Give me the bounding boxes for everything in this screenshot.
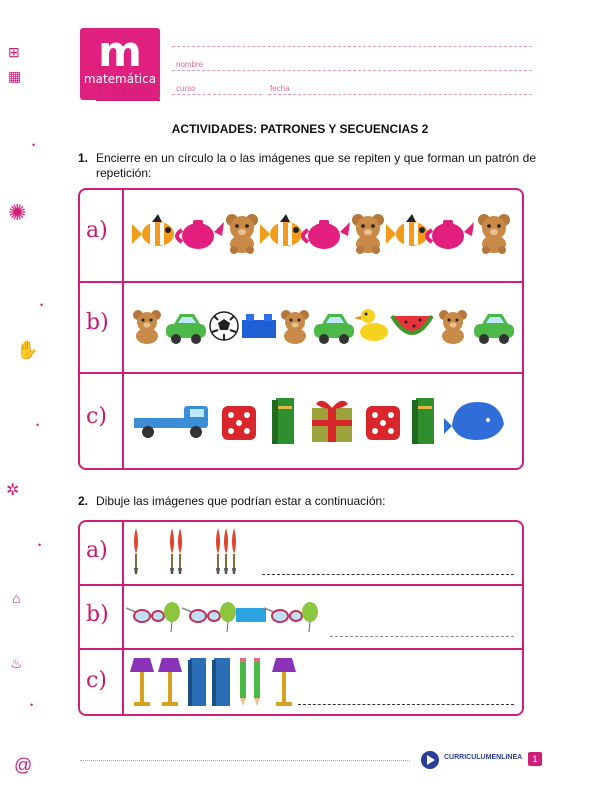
teddy-bear-icon	[352, 214, 384, 254]
lamp-icon	[158, 658, 182, 706]
bug-doodle-icon: ✲	[6, 482, 20, 499]
block-icon	[242, 314, 276, 338]
hand-doodle-icon: ✋	[16, 340, 39, 360]
question-1-row-a-label: a)	[86, 218, 108, 243]
gift-icon	[312, 401, 352, 442]
lamp-icon	[130, 658, 154, 706]
question-1-number: 1.	[78, 151, 89, 165]
fish-icon	[386, 214, 428, 246]
fish-icon	[132, 214, 174, 246]
question-1-text: Encierre en un círculo la o las imágenes que se repiten y que forman un patrón de repetición:	[96, 151, 536, 180]
balloon-icon	[302, 602, 318, 632]
dot-doodle-icon: •	[38, 540, 42, 550]
field-fecha-label: fecha	[270, 84, 290, 93]
question-2-row-b-images	[126, 600, 326, 634]
question-2-divider-vertical	[122, 522, 124, 714]
page-title: ACTIVIDADES: PATRONES Y SECUENCIAS 2	[171, 122, 429, 136]
book-icon	[412, 398, 434, 444]
question-2-number: 2.	[78, 494, 89, 508]
swirl-doodle-icon: @	[14, 755, 33, 775]
logo-letter: m	[98, 27, 142, 76]
dot-doodle-icon: •	[36, 420, 40, 430]
brand-name: CURRICULUMENLINEA	[444, 754, 523, 761]
question-2-row-a-label: a)	[86, 538, 108, 563]
chair-doodle-icon: ⌂	[12, 590, 21, 606]
teddy-bear-icon	[226, 214, 258, 254]
glasses-icon	[182, 608, 220, 622]
car-icon	[314, 314, 354, 344]
abacus-doodle-icon: ⊞	[8, 44, 20, 60]
dot-doodle-icon: •	[32, 140, 36, 150]
question-1-row-c-images	[128, 396, 518, 450]
question-2-text: Dibuje las imágenes que podrían estar a continuación:	[96, 494, 386, 508]
teddy-bear-icon	[133, 310, 161, 344]
grade-label: 1º básico	[96, 84, 152, 98]
teapot-icon	[303, 220, 350, 249]
glasses-icon	[126, 608, 164, 622]
pencil-icon	[254, 658, 260, 706]
question-1-row-b-images	[128, 306, 518, 346]
question-2-row-c-answer-line[interactable]	[298, 704, 514, 705]
question-2-divider-row-1	[80, 584, 522, 586]
question-1-divider-row-1	[80, 281, 522, 283]
logo-text: matemática	[83, 72, 157, 86]
field-fecha-line[interactable]	[268, 94, 532, 95]
wheel-doodle-icon: ✺	[8, 200, 27, 225]
balloon-icon	[220, 602, 236, 632]
field-curso-label: curso	[176, 84, 196, 93]
duck-icon	[354, 309, 388, 341]
question-2-row-a-answer-line[interactable]	[262, 574, 514, 575]
lamp-icon	[272, 658, 296, 706]
book-icon	[212, 658, 230, 706]
brush-3-icon	[224, 528, 228, 574]
fish-icon	[260, 214, 302, 246]
car-icon	[166, 314, 206, 344]
brush-2-icon	[170, 528, 174, 574]
vase-doodle-icon: ♨	[10, 655, 23, 671]
footer-dotted-line	[80, 760, 410, 761]
teddy-bear-icon	[281, 310, 309, 344]
teapot-icon	[177, 220, 224, 249]
question-1-row-c-label: c)	[86, 404, 107, 429]
question-2-row-b-answer-line[interactable]	[330, 636, 514, 637]
brush-3-icon	[232, 528, 236, 574]
header-line-top	[172, 46, 532, 47]
balloon-icon	[164, 602, 180, 632]
watermelon-icon	[392, 316, 432, 333]
question-1-row-a-images	[128, 212, 518, 256]
question-2-row-a-images	[128, 528, 258, 578]
question-2-row-c-label: c)	[86, 668, 107, 693]
field-curso-line[interactable]	[172, 94, 262, 95]
brand-logo-icon	[420, 750, 440, 770]
page-number: 1	[528, 752, 542, 766]
grade-underline	[96, 99, 160, 101]
truck-icon	[134, 406, 208, 438]
brush-3-icon	[216, 528, 220, 574]
question-1-row-b-label: b)	[86, 310, 109, 335]
question-2-row-c-images	[128, 656, 298, 708]
book-icon	[188, 658, 206, 706]
car-icon	[474, 314, 514, 344]
rectangle-icon	[236, 608, 266, 622]
question-2-row-b-label: b)	[86, 602, 109, 627]
teddy-bear-icon	[478, 214, 510, 254]
brush-2-icon	[178, 528, 182, 574]
dot-doodle-icon: •	[30, 700, 34, 710]
numbers-doodle-icon: ▦	[8, 68, 22, 84]
dice-icon	[366, 406, 400, 440]
field-nombre-line[interactable]	[172, 70, 532, 71]
whale-icon	[444, 402, 504, 440]
side-doodles	[0, 0, 60, 800]
soccer-ball-icon	[210, 312, 238, 340]
pencil-icon	[240, 658, 246, 706]
book-icon	[272, 398, 294, 444]
dice-icon	[222, 406, 256, 440]
field-nombre-label: nombre	[176, 60, 204, 69]
dot-doodle-icon: •	[40, 300, 44, 310]
question-1-divider-row-2	[80, 372, 522, 374]
teapot-icon	[427, 220, 474, 249]
brush-1-icon	[134, 528, 138, 574]
question-2-divider-row-2	[80, 648, 522, 650]
teddy-bear-icon	[439, 310, 467, 344]
question-1-divider-vertical	[122, 190, 124, 468]
glasses-icon	[264, 608, 302, 622]
